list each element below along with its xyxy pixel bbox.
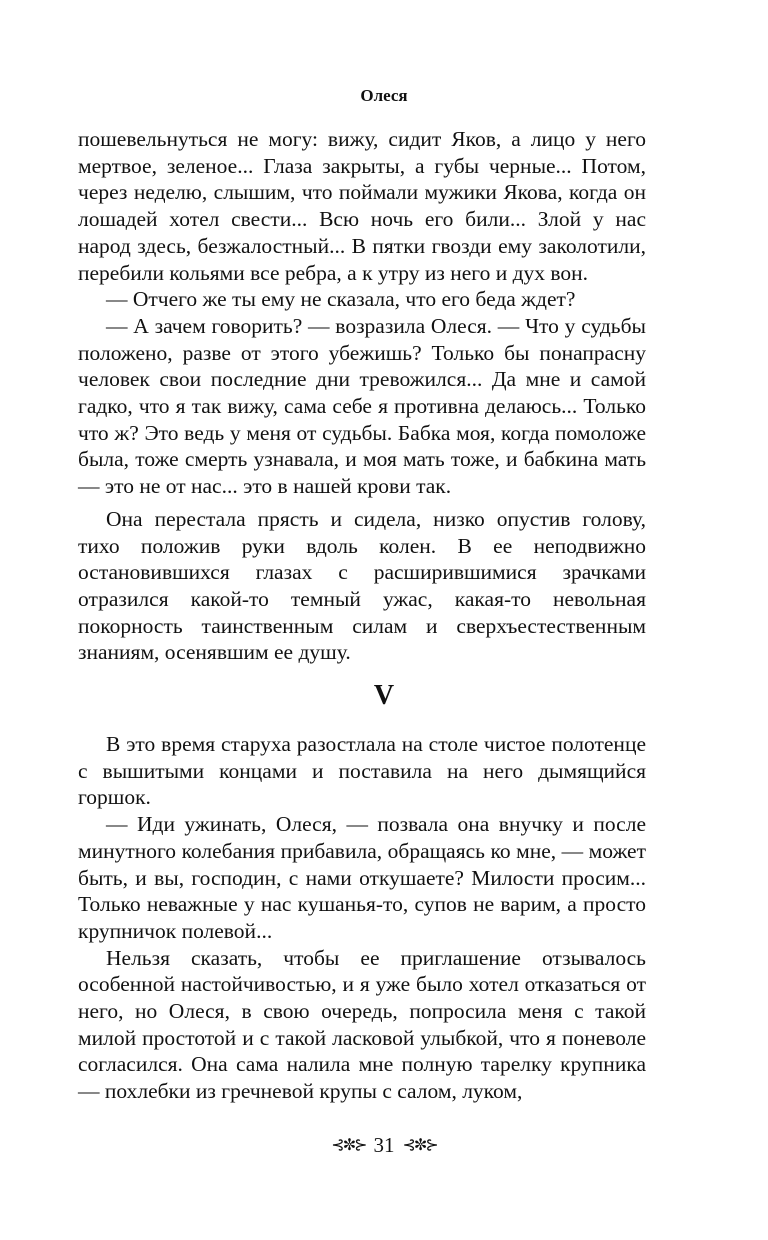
running-head: Олеся <box>360 86 408 105</box>
paragraph-dialogue-1: — Отчего же ты ему не сказала, что его беда ждет? <box>106 287 576 312</box>
text-block-1 <box>78 126 646 666</box>
paragraph-narration: Она перестала прясть и сидела, низко опустив голову, тихо положив руки вдоль колен. В ее неподвижно остановившихся глазах с расширившимися зрачками отразился какой-то темный ужас, какая-то невольная покорность таинственным силам и сверхъестественным знаниям, осенявшим ее душу. <box>78 506 646 665</box>
chapter-heading: V <box>373 680 395 711</box>
paragraph-invitation: — Иди ужинать, Олеся, — позвала она внучку и после минутного колебания прибавила, обращаясь ко мне, — может быть, и вы, господин, с нами откушаете? Милости просим... Только неважные у нас кушанья-то, супов не варим, а просто крупничок полевой... <box>78 812 646 943</box>
text-block-2 <box>78 731 646 1105</box>
paragraph-dialogue-2: — А зачем говорить? — возразила Олеся. — Что у судьбы положено, разве от этого убежишь? Только бы понапрасну человек свои последние дни тревожился... Да мне и самой гадко, что я так вижу, сама себе я противна делаюсь... Только что ж? Это ведь у меня от судьбы. Бабка моя, когда помоложе была, тоже смерть узнавала, и моя мать тоже, и бабкина мать — это не от нас... это в нашей крови так. <box>78 313 646 499</box>
paragraph-continuation: пошевельнуться не могу: вижу, сидит Яков, а лицо у него мертвое, зеленое... Глаза закрыты, а губы черные... Потом, через неделю, слышим, что поймали мужики Якова, когда он лошадей хотел свести... Всю ночь его били... Злой у нас народ здесь, безжалостный... В пятки гвозди ему заколотили, перебили кольями все ребра, а к утру из него и дух вон. <box>78 127 646 285</box>
ornament-right-icon: ⊰✼⊱ <box>402 1137 437 1154</box>
page-number: 31 <box>373 1133 395 1157</box>
ornament-left-icon: ⊰✼⊱ <box>331 1137 366 1154</box>
page-footer <box>0 1133 768 1158</box>
paragraph-chapter-open: В это время старуха разостлала на столе чистое полотенце с вышитыми концами и поставила на него дымящийся горшок. <box>78 732 646 810</box>
paragraph-acceptance: Нельзя сказать, чтобы ее приглашение отзывалось особенной настойчивостью, и я уже было хотел отказаться от него, но Олеся, в свою очередь, попросила меня с такой милой простотой и с такой ласковой улыбкой, что я поневоле согласился. Она сама налила мне полную тарелку крупника — похлебки из гречневой крупы с салом, луком, <box>78 945 646 1104</box>
